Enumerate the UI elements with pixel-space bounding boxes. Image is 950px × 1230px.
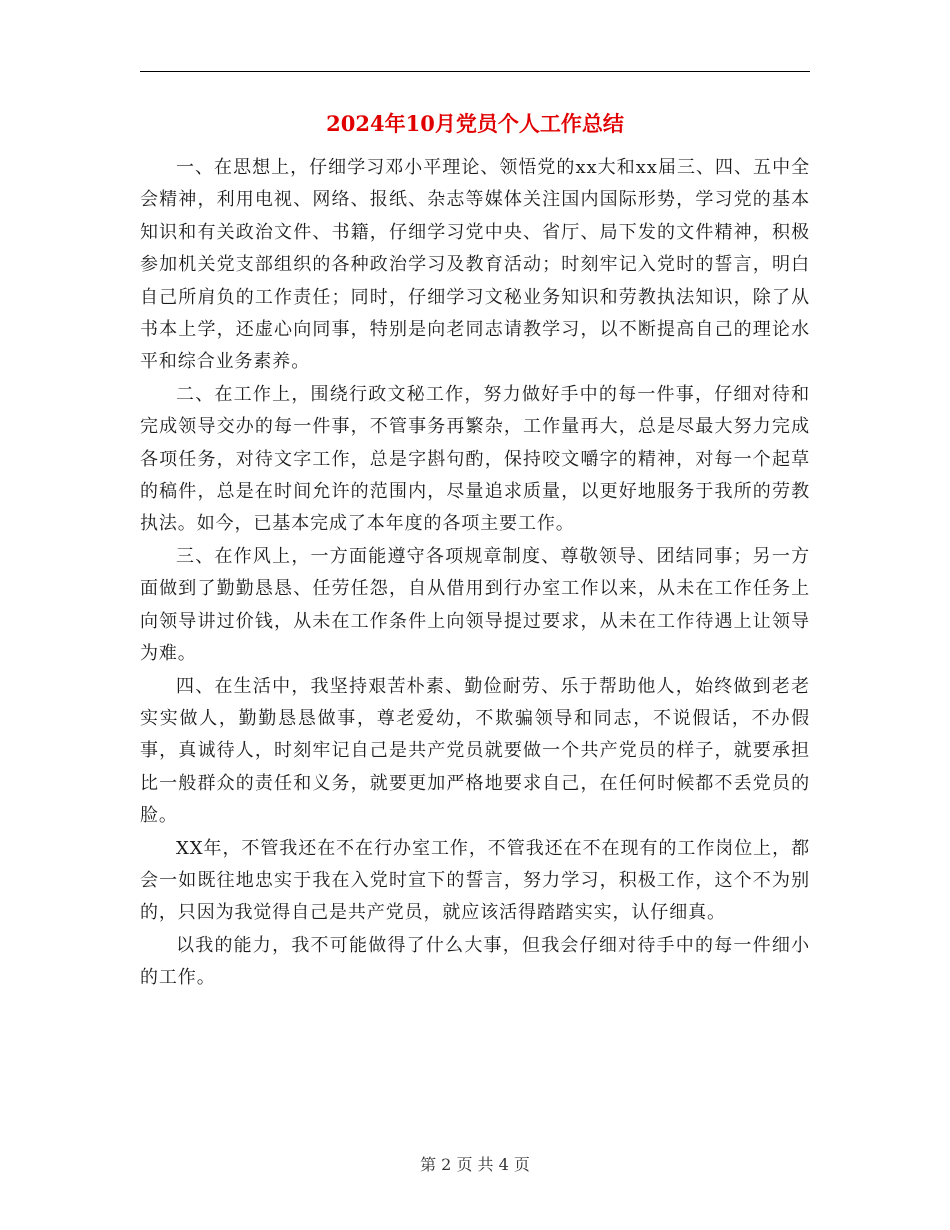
document-body [140, 152, 810, 995]
paragraph-5: XX年，不管我还在不在行办室工作，不管我还在不在现有的工作岗位上，都会一如既往地忠实于我在入党时宣下的誓言，努力学习，积极工作，这个不为别的，只因为我觉得自己是共产党员，就应该活得踏踏实实，认仔细真。 [140, 837, 810, 924]
paragraph-6: 以我的能力，我不可能做得了什么大事，但我会仔细对待手中的每一件细小的工作。 [140, 934, 810, 989]
header-rule [140, 71, 810, 72]
paragraph-2: 二、在工作上，围绕行政文秘工作，努力做好手中的每一件事，仔细对待和完成领导交办的每一件事，不管事务再繁杂，工作量再大，总是尽最大努力完成各项任务，对待文字工作，总是字斟句酌，保持咬文嚼字的精神，对每一个起草的稿件，总是在时间允许的范围内，尽量追求质量，以更好地服务于我所的劳教执法。如今，已基本完成了本年度的各项主要工作。 [140, 383, 810, 535]
document-title: 2024年10月党员个人工作总结 [326, 111, 624, 136]
page-number: 第 2 页 共 4 页 [420, 1155, 530, 1174]
paragraph-4: 四、在生活中，我坚持艰苦朴素、勤俭耐劳、乐于帮助他人，始终做到老老实实做人，勤勤恳恳做事，尊老爱幼，不欺骗领导和同志，不说假话，不办假事，真诚待人，时刻牢记自己是共产党员就要做一个共产党员的样子，就要承担比一般群众的责任和义务，就要更加严格地要求自己，在任何时候都不丢党员的脸。 [140, 675, 810, 827]
paragraph-1: 一、在思想上，仔细学习邓小平理论、领悟党的xx大和xx届三、四、五中全会精神，利用电视、网络、报纸、杂志等媒体关注国内国际形势，学习党的基本知识和有关政治文件、书籍，仔细学习党中央、省厅、局下发的文件精神，积极参加机关党支部组织的各种政治学习及教育活动；时刻牢记入党时的誓言，明白自己所肩负的工作责任；同时，仔细学习文秘业务知识和劳教执法知识，除了从书本上学，还虚心向同事，特别是向老同志请教学习，以不断提高自己的理论水平和综合业务素养。 [140, 157, 810, 373]
paragraph-3: 三、在作风上，一方面能遵守各项规章制度、尊敬领导、团结同事；另一方面做到了勤勤恳恳、任劳任怨，自从借用到行办室工作以来，从未在工作任务上向领导讲过价钱，从未在工作条件上向领导提过要求，从未在工作待遇上让领导为难。 [140, 545, 810, 665]
